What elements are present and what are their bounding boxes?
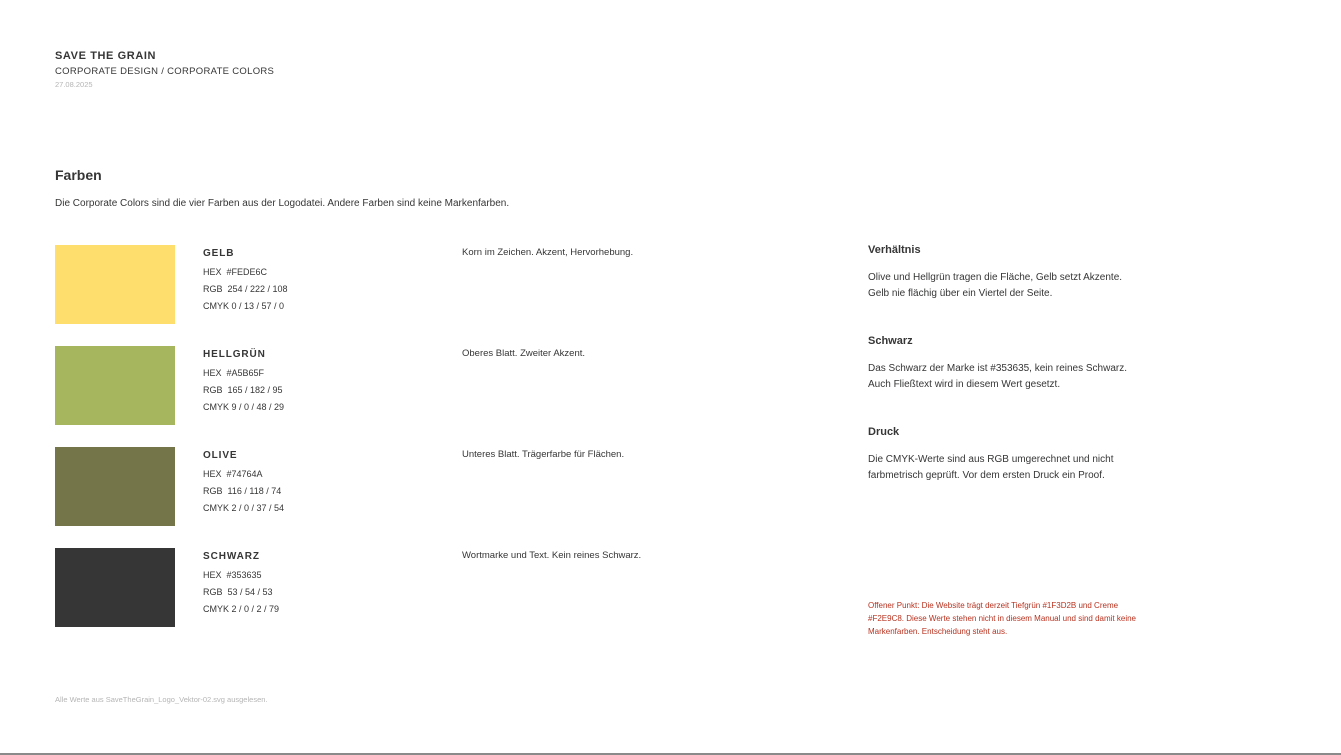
color-name: OLIVE <box>203 450 238 461</box>
ratio-block <box>868 244 1168 301</box>
color-rgb: RGB 165 / 182 / 95 <box>203 385 283 395</box>
print-heading: Druck <box>868 426 900 438</box>
source-footnote: Alle Werte aus SaveTheGrain_Logo_Vektor-02.svg ausgelesen. <box>55 695 268 704</box>
color-name: SCHWARZ <box>203 551 260 562</box>
black-heading: Schwarz <box>868 335 913 347</box>
print-line-1: Die CMYK-Werte sind aus RGB umgerechnet und nicht <box>868 454 1114 465</box>
ratio-heading: Verhältnis <box>868 244 921 256</box>
color-cmyk: CMYK 2 / 0 / 2 / 79 <box>203 604 280 614</box>
color-swatch-olive <box>55 447 175 526</box>
ratio-line-1: Olive und Hellgrün tragen die Fläche, Gelb setzt Akzente. <box>868 272 1123 283</box>
color-rgb: RGB 254 / 222 / 108 <box>203 284 288 294</box>
ratio-line-2: Gelb nie flächig über ein Viertel der Seite. <box>868 287 1053 299</box>
color-rgb: RGB 116 / 118 / 74 <box>203 486 282 496</box>
color-rgb: RGB 53 / 54 / 53 <box>203 587 273 597</box>
print-line-2: farbmetrisch geprüft. Vor dem ersten Druck ein Proof. <box>868 469 1105 481</box>
color-swatch-gelb <box>55 245 175 324</box>
color-description: Unteres Blatt. Trägerfarbe für Flächen. <box>462 449 625 460</box>
color-row-gelb <box>55 245 815 325</box>
section-intro: Die Corporate Colors sind die vier Farben aus der Logodatei. Andere Farben sind keine Markenfarben. <box>55 198 510 209</box>
document-date: 27.08.2025 <box>55 80 93 89</box>
color-cmyk: CMYK 9 / 0 / 48 / 29 <box>203 402 285 412</box>
document-subtitle: CORPORATE DESIGN / CORPORATE COLORS <box>55 66 275 77</box>
color-cmyk: CMYK 0 / 13 / 57 / 0 <box>203 301 285 311</box>
color-name: HELLGRÜN <box>203 349 266 360</box>
color-hex: HEX #A5B65F <box>203 368 265 378</box>
color-hex: HEX #353635 <box>203 570 262 580</box>
color-cmyk: CMYK 2 / 0 / 37 / 54 <box>203 503 285 513</box>
print-block <box>868 426 1168 483</box>
color-name: GELB <box>203 248 235 259</box>
open-point-note <box>868 599 1158 638</box>
color-hex: HEX #74764A <box>203 469 263 479</box>
color-description: Oberes Blatt. Zweiter Akzent. <box>462 348 586 359</box>
brand-title: SAVE THE GRAIN <box>55 50 157 62</box>
color-swatch-schwarz <box>55 548 175 627</box>
note-line-3: Markenfarben. Entscheidung steht aus. <box>868 627 1008 636</box>
color-swatch-hellgruen <box>55 346 175 425</box>
note-line-1: Offener Punkt: Die Website trägt derzeit Tiefgrün #1F3D2B und Creme <box>868 601 1119 610</box>
black-line-1: Das Schwarz der Marke ist #353635, kein reines Schwarz. <box>868 363 1128 374</box>
color-description: Korn im Zeichen. Akzent, Hervorhebung. <box>462 247 634 258</box>
black-block <box>868 335 1168 392</box>
note-line-2: #F2E9C8. Diese Werte stehen nicht in diesem Manual und sind damit keine <box>868 614 1136 623</box>
color-row-olive <box>55 447 815 527</box>
color-hex: HEX #FEDE6C <box>203 267 268 277</box>
section-title: Farben <box>55 167 102 183</box>
black-line-2: Auch Fließtext wird in diesem Wert gesetzt. <box>868 378 1061 390</box>
color-description: Wortmarke und Text. Kein reines Schwarz. <box>462 550 642 561</box>
color-row-schwarz <box>55 548 815 628</box>
color-row-hellgruen <box>55 346 815 426</box>
